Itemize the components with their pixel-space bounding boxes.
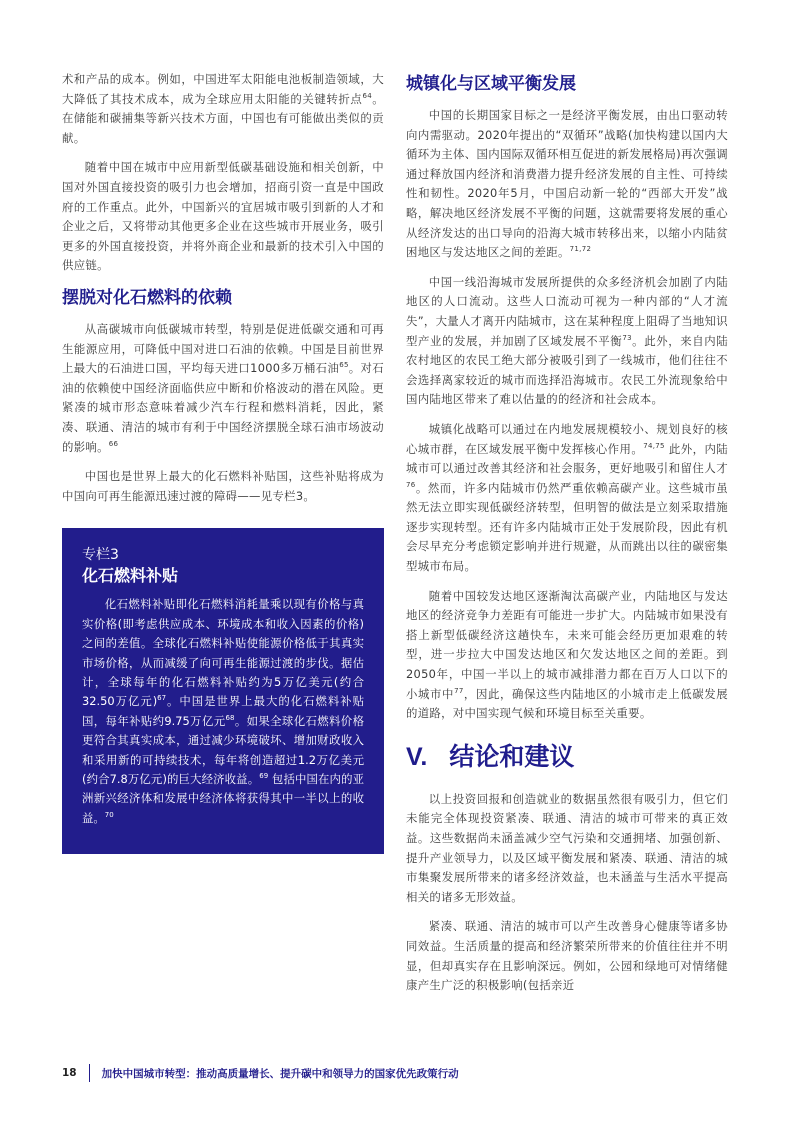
footnote-ref[interactable]: 71,72 bbox=[569, 245, 592, 254]
footnote-ref[interactable]: 66 bbox=[108, 439, 119, 448]
footnote-ref[interactable]: 73 bbox=[622, 333, 632, 342]
body-paragraph: 术和产品的成本。例如，中国进军太阳能电池板制造领域，大大降低了其技术成本，成为全球应用太阳能的关键转折点$^{64}$。在储能和碳捕集等新兴技术方面，中国也有可能做出类似的贡献。 bbox=[62, 72, 384, 145]
page-number: 18 bbox=[62, 1067, 77, 1079]
chapter-title: 结论和建议 bbox=[449, 741, 575, 771]
box-label: 专栏3 bbox=[82, 547, 119, 564]
footnote-ref[interactable]: 76 bbox=[406, 480, 416, 489]
body-paragraph: 城镇化战略可以通过在内地发展规模较小、规划良好的核心城市群，在区域发展平衡中发挥核心作用。$^{74,75}$ 此外，内陆城市可以通过改善其经济和社会服务，更好地吸引和留住人才$^{76}$。然而，许多内陆城市仍然严重依赖高碳产业。这些城市虽然无法立即实现低碳经济转型，但明智的做法是立刻采取措施逐步实现转型。还有许多内陆城市正处于发展阶段，因此有机会尽早充分考虑锁定影响并进行规避，从而跳出以往的碳密集型城市布局。 bbox=[406, 421, 728, 574]
body-paragraph: 从高碳城市向低碳城市转型，特别是促进低碳交通和可再生能源应用，可降低中国对进口石油的依赖。中国是目前世界上最大的石油进口国，平均每天进口1000多万桶石油$^{65}$。对石油的依赖使中国经济面临供应中断和价格波动的潜在风险。更紧凑的城市形态意味着减少汽车行程和燃料消耗，因此，紧凑、联通、清洁的城市有利于中国经济摆脱全球石油市场波动的影响。$^{66}$ bbox=[62, 321, 384, 454]
box-title: 化石燃料补贴 bbox=[82, 566, 179, 586]
left-column bbox=[62, 70, 384, 854]
body-paragraph: 中国的长期国家目标之一是经济平衡发展，由出口驱动转向内需驱动。2020年提出的“双循环”战略(加快构建以国内大循环为主体、国内国际双循环相互促进的新发展格局)再次强调通过释放国内经济和消费潜力提升经济发展的自主性、可持续性和韧性。2020年5月，中国启动新一轮的“西部大开发”战略，解决地区经济发展不平衡的问题，这就需要将发展的重心从经济发达的出口导向的沿海大城市转移出来，以缩小内陆贫困地区与发达地区之间的差距。$^{71,72}$ bbox=[406, 108, 728, 260]
footnote-ref[interactable]: 69 bbox=[259, 772, 269, 781]
box-body: 化石燃料补贴即化石燃料消耗量乘以现有价格与真实价格(即考虑供应成本、环境成本和收入因素的价格)之间的差值。全球化石燃料补贴使能源价格低于其真实市场价格，从而减缓了向可再生能源过渡的步伐。据估计，全球每年的化石燃料补贴约为5万亿美元(约合32.50万亿元)$^{67}$。中国是世界上最大的化石燃料补贴国，每年补贴约9.75万亿元$^{68}$。如果全球化石燃料价格更符合其真实成本，通过减少环境破坏、增加财政收入和采用新的可持续技术，每年将创造超过1.2万亿美元(约合7.8万亿元)的巨大经济收益。$^{69}$ 包括中国在内的亚洲新兴经济体和发展中经济体将获得其中一半以上的收益。$^{70}$ bbox=[82, 597, 364, 825]
footnote-ref[interactable]: 74,75 bbox=[643, 441, 665, 450]
body-paragraph: 紧凑、联通、清洁的城市可以产生改善身心健康等诸多协同效益。生活质量的提高和经济繁荣所带来的价值往往并不明显，但却真实存在且影响深远。例如，公园和绿地可对情绪健康产生广泛的积极影响(包括亲近 bbox=[406, 919, 728, 993]
body-paragraph: 随着中国在城市中应用新型低碳基础设施和相关创新，中国对外国直接投资的吸引力也会增加，招商引资一直是中国政府的工作重点。此外，中国新兴的宜居城市吸引到新的人才和企业之后，又将带动其他更多企业在这些城市开展业务，吸引更多的外国直接投资，并将外商企业和最新的技术引入中国的供应链。 bbox=[62, 160, 384, 273]
page-footer bbox=[62, 1062, 459, 1084]
chapter-heading-conclusions bbox=[406, 740, 728, 774]
body-paragraph: 随着中国较发达地区逐渐淘汰高碳产业，内陆地区与发达地区的经济竞争力差距有可能进一步扩大。内陆城市如果没有搭上新型低碳经济这趟快车，未来可能会经历更加艰难的转型，进一步拉大中国发达地区和欠发达地区之间的差距。到2050年，中国一半以上的城市减排潜力都在百万人口以下的小城市中$^{77}$，因此，确保这些内陆地区的小城市走上低碳发展的道路，对中国实现气候和环境目标至关重要。 bbox=[406, 588, 728, 721]
footer-divider bbox=[89, 1064, 90, 1082]
section-heading-urbanization: 城镇化与区域平衡发展 bbox=[406, 74, 576, 94]
footnote-ref[interactable]: 64 bbox=[362, 91, 372, 100]
footnote-ref[interactable]: 77 bbox=[454, 686, 464, 695]
section-heading-fossil-fuel: 摆脱对化石燃料的依赖 bbox=[62, 287, 232, 308]
sidebar-box-fossil-subsidies bbox=[62, 528, 384, 854]
footnote-ref[interactable]: 67 bbox=[157, 694, 167, 703]
body-paragraph: 中国也是世界上最大的化石燃料补贴国，这些补贴将成为中国向可再生能源迅速过渡的障碍——见专栏3。 bbox=[62, 469, 384, 503]
chapter-number: V. bbox=[406, 742, 428, 771]
right-column bbox=[406, 70, 728, 1006]
body-paragraph: 中国一线沿海城市发展所提供的众多经济机会加剧了内陆地区的人口流动。这些人口流动可视为一种内部的“人才流失”，大量人才离开内陆城市，这在某种程度上阻碍了当地知识型产业的发展，并加剧了区域发展不平衡$^{73}$。此外，来自内陆农村地区的农民工绝大部分被吸引到了一线城市，他们往往不会选择离家较近的城市而选择沿海城市。农民工外流现象给中国内陆地区带来了难以估量的的经济和社会成本。 bbox=[406, 274, 728, 407]
footnote-ref[interactable]: 68 bbox=[225, 713, 235, 722]
footer-title: 加快中国城市转型：推动高质量增长、提升碳中和领导力的国家优先政策行动 bbox=[101, 1067, 459, 1080]
body-paragraph: 以上投资回报和创造就业的数据虽然很有吸引力，但它们未能完全体现投资紧凑、联通、清洁的城市可带来的真正效益。这些数据尚未涵盖减少空气污染和交通拥堵、加强创新、提升产业领导力，以及区域平衡发展和紧凑、联通、清洁的城市集聚发展所带来的诸多经济效益，也未涵盖与生活水平提高相关的诸多无形效益。 bbox=[406, 791, 728, 904]
footnote-ref[interactable]: 70 bbox=[104, 810, 114, 819]
footnote-ref[interactable]: 65 bbox=[339, 361, 349, 370]
